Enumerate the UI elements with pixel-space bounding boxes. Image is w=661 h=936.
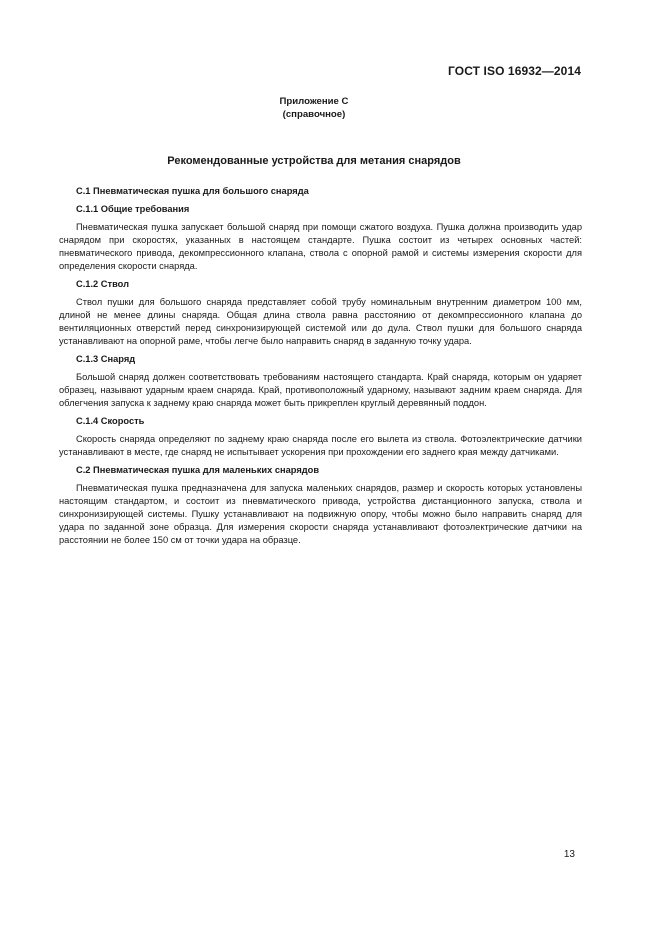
- appendix-title: Приложение С: [279, 96, 349, 107]
- section-heading: С.1 Пневматическая пушка для большого снаряда: [76, 186, 309, 196]
- appendix-subtitle: (справочное): [282, 109, 346, 120]
- page-number: 13: [563, 849, 575, 860]
- section-heading: С.1.2 Ствол: [76, 279, 130, 289]
- page-title: Рекомендованные устройства для метания снарядов: [167, 155, 461, 167]
- section-paragraph: Скорость снаряда определяют по заднему краю снаряда после его вылета из ствола. Фотоэлектрические датчики устанавливают в месте, где снаряд не испытывает ускорения при прохождении его заднего края между датчиками.: [59, 434, 582, 457]
- appendix-block: [0, 95, 628, 121]
- section-paragraph: Ствол пушки для большого снаряда представляет собой трубу номинальным внутренним диаметром 100 мм, длиной не менее длины снаряда. Общая длина ствола равна расстоянию от декомпрессионного клапана до вентиляционных отверстий перед синхронизирующей системой или до дула. Ствол пушки для большого снаряда устанавливают на опорной раме, чтобы легче было направить снаряд в заданную точку удара.: [59, 297, 582, 346]
- section-heading: С.1.3 Снаряд: [76, 354, 136, 364]
- standard-designation: ГОСТ ISO 16932—2014: [448, 64, 581, 78]
- section-heading: С.1.1 Общие требования: [76, 204, 190, 214]
- section-paragraph: Пневматическая пушка предназначена для запуска маленьких снарядов, размер и скорость которых установлены настоящим стандартом, и состоит из пневматического привода, устройства дистанционного запуска, ствола и синхронизирующей системы. Пушку устанавливают на подвижную опору, чтобы можно было направить снаряд для удара по заданной зоне образца. Для измерения скорости снаряда устанавливают фотоэлектрические датчики на расстоянии не более 150 см от точки удара на образце.: [59, 483, 582, 545]
- section-heading: С.2 Пневматическая пушка для маленьких снарядов: [76, 465, 320, 475]
- section-paragraph: Большой снаряд должен соответствовать требованиям настоящего стандарта. Край снаряда, которым он ударяет образец, называют ударным краем снаряда. Край, противоположный ударному, называют задним краем снаряда. Для облегчения запуска к заднему краю снаряда может быть прикреплен круглый деревянный поддон.: [59, 372, 582, 408]
- section-heading: С.1.4 Скорость: [76, 416, 145, 426]
- document-body: [59, 185, 582, 552]
- section-paragraph: Пневматическая пушка запускает большой снаряд при помощи сжатого воздуха. Пушка должна производить удар снарядом при скоростях, указанных в настоящем стандарте. Пушка состоит из четырех основных частей: пневматического привода, декомпрессионного клапана, ствола с опорной рамой и системы измерения скорости для определения скорости снаряда.: [59, 222, 582, 271]
